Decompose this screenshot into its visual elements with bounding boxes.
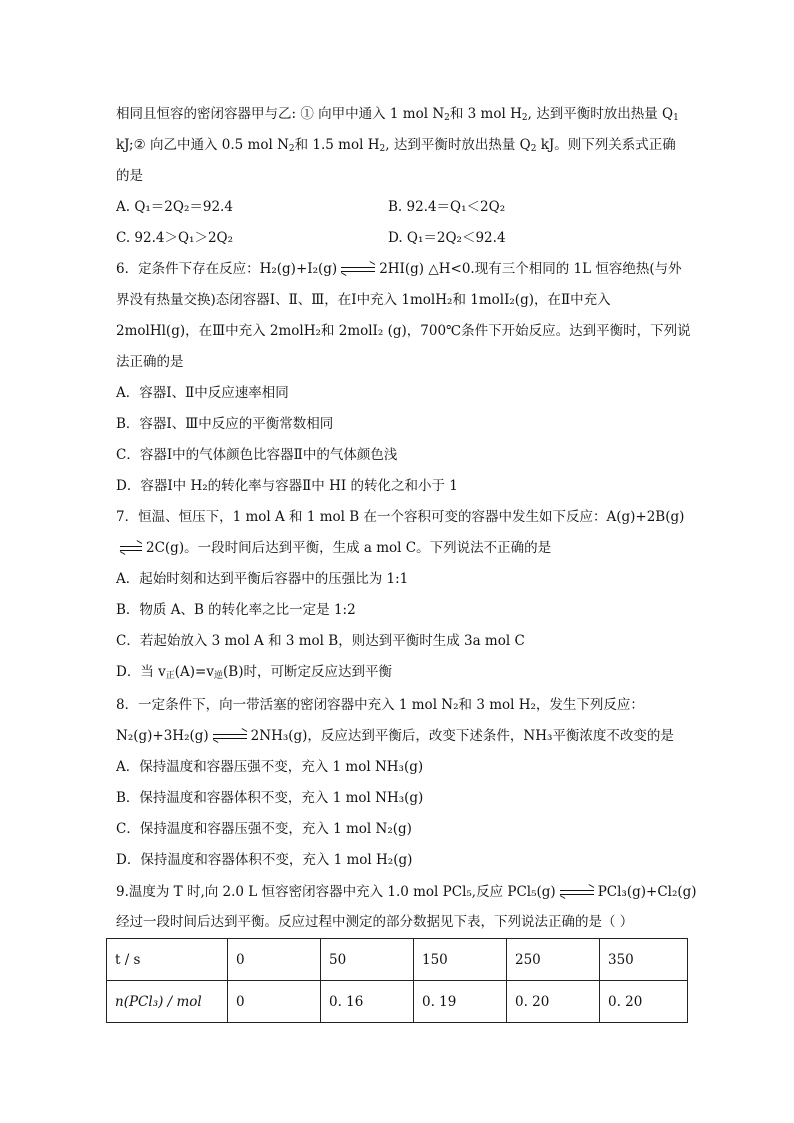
table-cell: 0. 16 <box>321 981 414 1023</box>
q7-option-d <box>116 664 392 680</box>
q7-option-a: A．起始时刻和达到平衡后容器中的压强比为 1:1 <box>116 571 409 587</box>
q8-l2-text-b: 2NH₃(g)，反应达到平衡后，改变下述条件，NH₃平衡浓度不改变的是 <box>250 728 674 744</box>
q6-line-3: 2molHl(g)，在Ⅲ中充入 2molH₂和 2molI₂ (g)，700℃条件下开始反应。达到平衡时，下列说 <box>116 323 691 339</box>
q7-l2-text: 2C(g)。一段时间后达到平衡，生成 a mol C。下列说法不正确的是 <box>146 540 552 556</box>
q8-line-1: 8．一定条件下，向一带活塞的密闭容器中充入 1 mol N₂和 3 mol H₂，发生下列反应： <box>116 697 644 713</box>
q6-line-2: 界没有热量交换)态闭容器Ⅰ、Ⅱ、Ⅲ，在Ⅰ中充入 1molH₂和 1molⅠ₂(g)，在Ⅱ中充入 <box>116 292 611 308</box>
table-cell: 350 <box>600 939 688 981</box>
table-cell: 50 <box>321 939 414 981</box>
q6-option-a: A．容器Ⅰ、Ⅱ中反应速率相同 <box>116 385 289 401</box>
q5-l1-text-a: 相同且恒容的密闭容器甲与乙: ① 向甲中通入 1 mol N <box>116 106 445 122</box>
q7-line-2 <box>116 540 551 556</box>
q7-option-c: C．若起始放入 3 mol A 和 3 mol B，则达到平衡时生成 3a mol C <box>116 633 525 649</box>
q6-option-d: D．容器Ⅰ中 H₂的转化率与容器Ⅱ中 HI 的转化之和小于 1 <box>116 478 458 494</box>
equilibrium-arrow-icon <box>120 544 142 554</box>
q8-option-d: D．保持温度和容器体积不变，充入 1 mol H₂(g) <box>116 852 413 868</box>
subscript-reverse: 逆 <box>214 671 224 681</box>
q5-option-b: B. 92.4＝Q₁＜2Q₂ <box>388 199 506 215</box>
table-row <box>107 981 688 1023</box>
q8-option-c: C．保持温度和容器压强不变，充入 1 mol N₂(g) <box>116 821 412 837</box>
table-cell: 250 <box>507 939 600 981</box>
q7-d-text-b: (A)=v <box>174 664 214 680</box>
subscript-forward: 正 <box>165 671 175 681</box>
q5-l2-text-d: kJ。则下列关系式正确 <box>536 137 676 153</box>
equilibrium-arrow-icon <box>341 265 375 275</box>
table-cell: t / s <box>107 939 228 981</box>
q6-line-1 <box>116 261 682 277</box>
q7-d-text-c: (B)时，可断定反应达到平衡 <box>223 664 392 680</box>
q8-option-b: B．保持温度和容器体积不变，充入 1 mol NH₃(g) <box>116 790 424 806</box>
table-cell: 0. 19 <box>414 981 507 1023</box>
q5-l2-text-b: 和 1.5 mol H <box>294 137 380 153</box>
table-cell: 0 <box>228 939 321 981</box>
q9-l1-text-a: 9.温度为 T 时,向 2.0 L 恒容密闭容器中充入 1.0 mol PCl₅,反应 PCl₅(g) <box>116 884 556 900</box>
q7-line-1: 7．恒温、恒压下，1 mol A 和 1 mol B 在一个容积可变的容器中发生如下反应：A(g)+2B(g) <box>116 509 685 525</box>
q8-l2-text-a: N₂(g)+3H₂(g) <box>116 728 209 744</box>
table-cell: 0. 20 <box>600 981 688 1023</box>
q5-option-c: C. 92.4＞Q₁＞2Q₂ <box>116 230 234 246</box>
q5-line-1: 相同且恒容的密闭容器甲与乙: ① 向甲中通入 1 mol $N_2$和 3 mol $H_2$, 达到平衡时放出热量 $Q_1$ <box>116 106 679 123</box>
table-row <box>107 939 688 981</box>
q9-l1-text-b: PCl₃(g)+Cl₂(g) <box>597 884 697 900</box>
q6-line-4: 法正确的是 <box>116 354 184 370</box>
q7-option-b: B．物质 A、B 的转化率之比一定是 1:2 <box>116 602 356 618</box>
q5-line-3: 的是 <box>116 168 143 184</box>
q8-option-a: A．保持温度和容器压强不变，充入 1 mol NH₃(g) <box>116 759 424 775</box>
table-cell: 150 <box>414 939 507 981</box>
q5-line-2: kJ;② 向乙中通入 0.5 mol $N_2$和 1.5 mol $H_2$, 达到平衡时放出热量 $Q_2$ kJ。则下列关系式正确 <box>116 137 676 154</box>
q5-option-d: D. Q₁＝2Q₂＜92.4 <box>388 230 506 246</box>
q7-d-text-a: D．当 v <box>116 664 166 680</box>
q5-l2-text-c: , 达到平衡时放出热量 Q <box>385 137 531 153</box>
q9-line-1 <box>116 884 697 900</box>
q5-option-a: A. Q₁＝2Q₂＝92.4 <box>116 199 233 215</box>
q5-l2-text-a: kJ;② 向乙中通入 0.5 mol N <box>116 137 289 153</box>
q6-l1-text-a: 6．定条件下存在反应：H₂(g)+I₂(g) <box>116 261 338 277</box>
table-cell: 0. 20 <box>507 981 600 1023</box>
q6-l1-text-b: 2HI(g) △H<0.现有三个相同的 1L 恒容绝热(与外 <box>379 261 682 277</box>
equilibrium-arrow-icon <box>560 888 594 898</box>
q6-option-b: B．容器Ⅰ、Ⅲ中反应的平衡常数相同 <box>116 416 334 432</box>
table-cell: 0 <box>228 981 321 1023</box>
q8-line-2 <box>116 728 674 744</box>
equilibrium-arrow-icon <box>213 732 247 742</box>
data-table <box>106 938 688 1023</box>
q5-l1-text-c: , 达到平衡时放出热量 Q <box>527 106 674 122</box>
q6-option-c: C．容器Ⅰ中的气体颜色比容器Ⅱ中的气体颜色浅 <box>116 447 398 463</box>
table-cell: n(PCl₃) / mol <box>107 981 228 1023</box>
q9-line-2: 经过一段时间后达到平衡。反应过程中测定的部分数据见下表，下列说法正确的是（ ） <box>116 914 634 930</box>
q5-l1-text-b: 和 3 mol H <box>449 106 522 122</box>
